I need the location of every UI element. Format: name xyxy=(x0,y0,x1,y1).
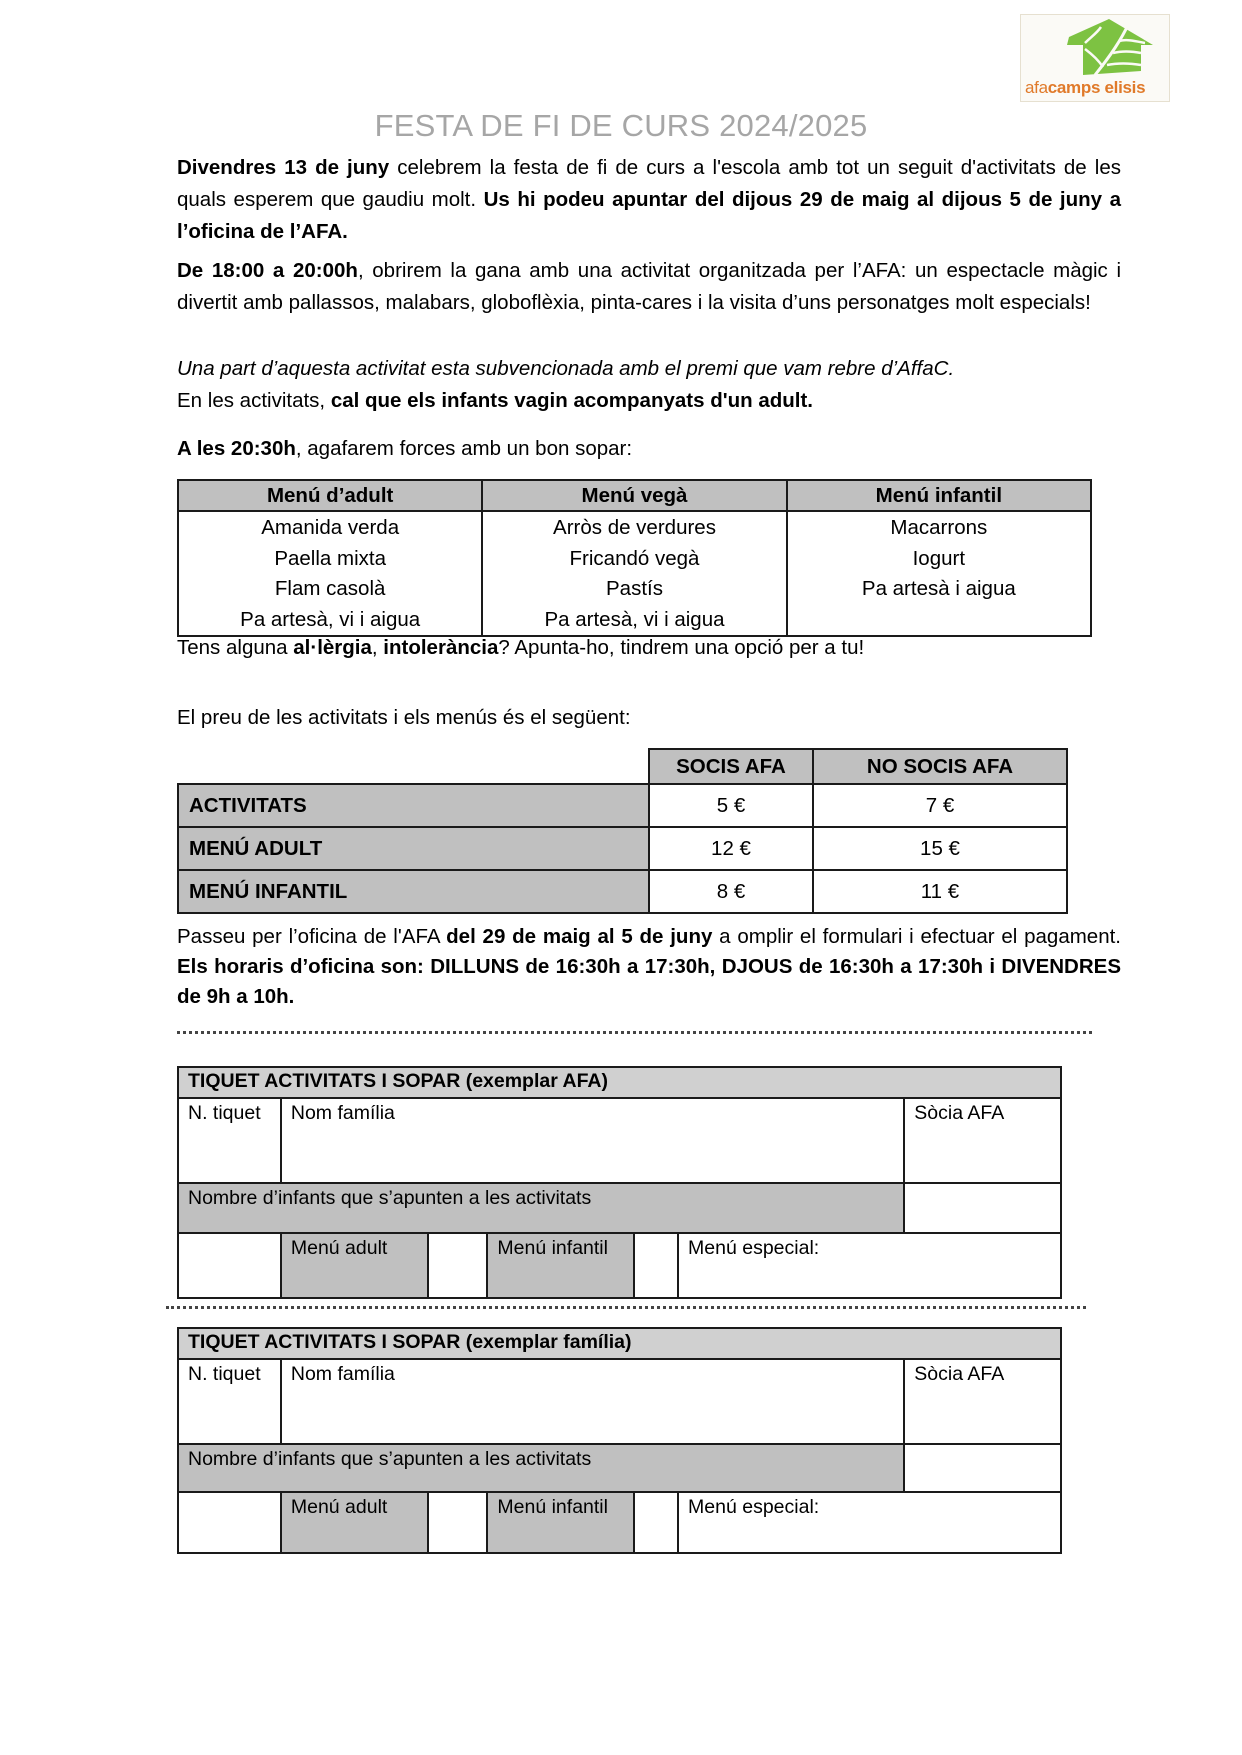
ticket-afa xyxy=(177,1066,1062,1299)
price-row xyxy=(178,870,1067,913)
menu-especial-field[interactable]: Menú especial: xyxy=(678,1233,1061,1298)
menu-item: Fricandó vegà xyxy=(569,546,700,570)
price-header-no-socis: NO SOCIS AFA xyxy=(813,749,1067,784)
menu-infantil-count-field[interactable] xyxy=(634,1233,678,1298)
nom-familia-field[interactable]: Nom família xyxy=(281,1098,904,1183)
office-text: Passeu per l’oficina de l'AFA xyxy=(177,925,447,948)
menu-adult-count-field[interactable] xyxy=(428,1492,488,1553)
menu-especial-field[interactable]: Menú especial: xyxy=(678,1492,1061,1553)
house-leaf-icon xyxy=(1021,15,1171,77)
menu-table xyxy=(177,479,1092,637)
ticket-familia xyxy=(177,1327,1062,1554)
menu-infantil-label: Menú infantil xyxy=(487,1492,634,1553)
price-header-row xyxy=(178,749,1067,784)
menu-header-kids: Menú infantil xyxy=(787,480,1091,511)
menu-adult-count-field[interactable] xyxy=(428,1233,488,1298)
menu-adult-label: Menú adult xyxy=(281,1233,428,1298)
afa-logo xyxy=(1020,14,1170,102)
accompany-bold: cal que els infants vagin acompanyats d'un adult. xyxy=(330,389,813,412)
ticket-title: TIQUET ACTIVITATS I SOPAR (exemplar família) xyxy=(178,1328,1061,1359)
allergy-text: ? Apunta-ho, tindrem una opció per a tu! xyxy=(498,636,865,659)
dinner-text: , agafarem forces amb un bon sopar: xyxy=(295,437,633,460)
price-socis: 12 € xyxy=(649,827,813,870)
nombre-infants-label: Nombre d’infants que s’apunten a les activitats xyxy=(178,1183,904,1233)
office-hours: Els horaris d’oficina son: DILLUNS de 16:30h a 17:30h, DJOUS de 16:30h a 17:30h i DIVENDRES de 9h a 10h. xyxy=(177,955,1121,1008)
vegan-menu-items xyxy=(482,511,786,636)
blank-cell xyxy=(178,1233,281,1298)
menu-header-row xyxy=(178,480,1091,511)
price-header-blank xyxy=(178,749,649,784)
menu-header-vegan: Menú vegà xyxy=(482,480,786,511)
intro-paragraph xyxy=(177,152,1121,248)
dinner-time: A les 20:30h xyxy=(177,437,296,460)
page-title: FESTA DE FI DE CURS 2024/2025 xyxy=(374,108,868,143)
menu-adult-label: Menú adult xyxy=(281,1492,428,1553)
menu-item: Pa artesà, vi i aigua xyxy=(544,607,725,631)
price-row xyxy=(178,784,1067,827)
allergy-bold: al·lèrgia xyxy=(293,636,372,659)
menu-item: Pa artesà, vi i aigua xyxy=(240,607,421,631)
price-label: MENÚ ADULT xyxy=(178,827,649,870)
menu-item: Macarrons xyxy=(890,516,988,539)
dinner-intro xyxy=(177,433,632,465)
menu-item: Pa artesà i aigua xyxy=(861,577,1016,600)
menu-item: Amanida verda xyxy=(261,516,400,539)
cut-line xyxy=(177,1031,1092,1034)
accompany-note xyxy=(177,385,813,417)
menu-item: Flam casolà xyxy=(274,577,386,600)
price-no-socis: 11 € xyxy=(813,870,1067,913)
price-label: MENÚ INFANTIL xyxy=(178,870,649,913)
price-table xyxy=(177,748,1068,914)
signup-period: Us hi podeu apuntar del dijous 29 de maig al dijous 5 de juny a l’oficina de l’AFA. xyxy=(177,188,1121,243)
office-dates: del 29 de maig al 5 de juny xyxy=(446,925,713,948)
nom-familia-field[interactable]: Nom família xyxy=(281,1359,904,1444)
logo-prefix: afa xyxy=(1025,78,1048,97)
logo-name: camps elisis xyxy=(1047,78,1146,97)
activity-time: De 18:00 a 20:00h xyxy=(177,259,358,282)
price-intro: El preu de les activitats i els menús és el següent: xyxy=(177,706,631,729)
nombre-infants-field[interactable] xyxy=(904,1183,1061,1233)
price-label: ACTIVITATS xyxy=(178,784,649,827)
price-row xyxy=(178,827,1067,870)
menu-item: Iogurt xyxy=(912,546,966,570)
activity-paragraph xyxy=(177,255,1121,319)
menu-item: Pastís xyxy=(606,577,663,600)
activity-text: , obrirem la gana amb una activitat organitzada per l’AFA: un espectacle màgic i divertit amb pallassos, malabars, globoflèxia, pinta-cares i la visita d’uns personatges molt especials! xyxy=(177,259,1122,314)
allergy-text: , xyxy=(371,636,384,659)
intro-text: celebrem la festa de fi de curs a l'escola amb tot un seguit d'activitats de les quals esperem que gaudiu molt. xyxy=(177,156,1121,211)
subsidy-text: Una part d’aquesta activitat esta subvencionada amb el premi que vam rebre d’AffaC. xyxy=(177,357,955,380)
ticket-title: TIQUET ACTIVITATS I SOPAR (exemplar AFA) xyxy=(178,1067,1061,1098)
menu-items-row xyxy=(178,511,1091,636)
blank-cell xyxy=(178,1492,281,1553)
price-socis: 8 € xyxy=(649,870,813,913)
menu-header-adult: Menú d’adult xyxy=(178,480,482,511)
price-no-socis: 15 € xyxy=(813,827,1067,870)
accompany-text: En les activitats, xyxy=(177,389,331,412)
subsidy-note xyxy=(177,353,954,385)
nombre-infants-label: Nombre d’infants que s’apunten a les activitats xyxy=(178,1444,904,1492)
menu-item: Paella mixta xyxy=(274,546,386,570)
logo-text xyxy=(1025,78,1145,98)
office-text: a omplir el formulari i efectuar el pagament. xyxy=(712,925,1121,948)
event-date: Divendres 13 de juny xyxy=(177,156,390,179)
menu-infantil-label: Menú infantil xyxy=(487,1233,634,1298)
kids-menu-items xyxy=(787,511,1091,636)
office-paragraph xyxy=(177,922,1121,1012)
menu-item: Arròs de verdures xyxy=(553,516,716,539)
price-no-socis: 7 € xyxy=(813,784,1067,827)
price-header-socis: SOCIS AFA xyxy=(649,749,813,784)
menu-infantil-count-field[interactable] xyxy=(634,1492,678,1553)
socia-afa-field[interactable]: Sòcia AFA xyxy=(904,1098,1061,1183)
adult-menu-items xyxy=(178,511,482,636)
allergy-note xyxy=(177,632,864,664)
n-tiquet-field[interactable]: N. tiquet xyxy=(178,1359,281,1444)
cut-line xyxy=(166,1306,1086,1309)
price-socis: 5 € xyxy=(649,784,813,827)
n-tiquet-field[interactable]: N. tiquet xyxy=(178,1098,281,1183)
intolerance-bold: intolerància xyxy=(383,636,499,659)
socia-afa-field[interactable]: Sòcia AFA xyxy=(904,1359,1061,1444)
nombre-infants-field[interactable] xyxy=(904,1444,1061,1492)
allergy-text: Tens alguna xyxy=(177,636,294,659)
